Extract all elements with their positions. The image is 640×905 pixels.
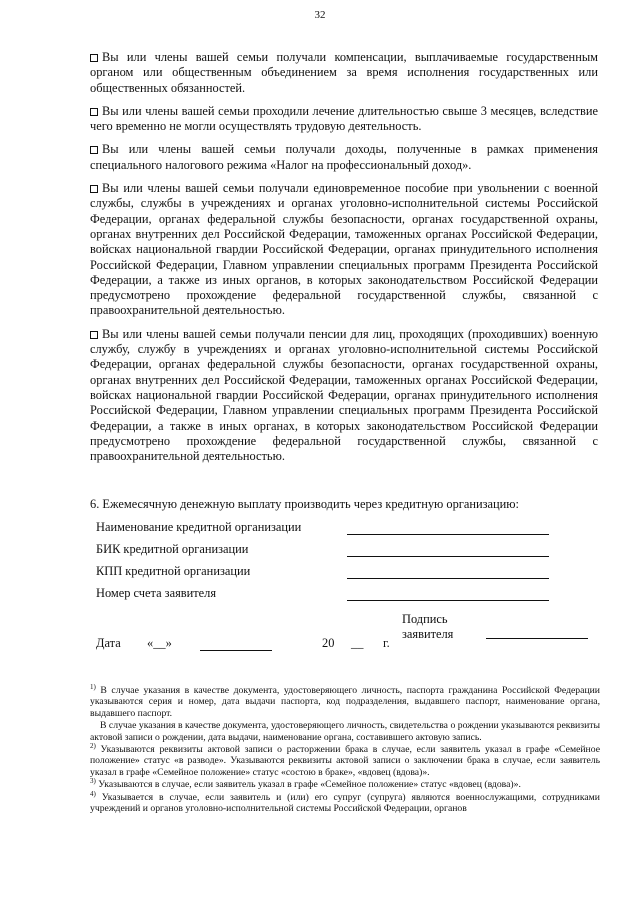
footnote: $^{2)}$ Указываются реквизиты актовой записи о расторжении брака в случае, если заявитель указал в графе «Семейное положение» статус «в разводе». Указываются реквизиты актовой записи о заключении брака в случае, если заявитель указал в графе «Семейное положение» статус «состою в браке», «вдовец (вдова)». — [90, 741, 600, 778]
signature-label-line1: Подпись — [402, 612, 448, 626]
checkbox-paragraph: Вы или члены вашей семьи получали доходы, полученные в рамках применения специального налогового режима «Налог на профессиональный доход». — [90, 142, 598, 172]
checkbox[interactable] — [90, 108, 98, 116]
date-day-field[interactable]: «__» — [147, 636, 172, 650]
checkbox-paragraph: Вы или члены вашей семьи получали пенсии для лиц, проходящих (проходивших) военную службу, службу в учреждениях и органах уголовно-исполнительной системы Российской Федерации, органах федеральной службы безопасности, органах государственной охраны, органах внутренних дел Российской Федерации, таможенных органах Российской Федерации, войсках национальной гвардии Российской Федерации, органах принудительного исполнения Российской Федерации, Главном управлении специальных программ Президента Российской Федерации, а также в иных органах, в которых законодательством Российской Федерации предусмотрено прохождение федеральной государственной службы, связанной с правоохранительной деятельностью. — [90, 326, 598, 464]
field-label-kpp: КПП кредитной организации — [96, 564, 251, 578]
field-input-kpp[interactable] — [347, 578, 549, 579]
checkbox-paragraph: Вы или члены вашей семьи получали компенсации, выплачиваемые государственным органом или общественным объединением за время исполнения государственных или общественных обязанностей. — [90, 50, 598, 95]
footnote: $^{4)}$ Указывается в случае, если заявитель и (или) его супруг (супруга) являются военнослужащими, сотрудниками учреждений и органов уголовно-исполнительной системы Российской Федерации, органов — [90, 789, 600, 815]
footnotes — [90, 682, 600, 815]
field-input-bik[interactable] — [347, 556, 549, 557]
date-month-line[interactable] — [200, 650, 272, 651]
checkbox-paragraph: Вы или члены вашей семьи проходили лечение длительностью свыше 3 месяцев, вследствие чего временно не могли осуществлять трудовую деятельность. — [90, 103, 598, 134]
field-label-account: Номер счета заявителя — [96, 586, 217, 600]
page-number: 32 — [314, 9, 326, 21]
checkbox[interactable] — [90, 185, 98, 193]
date-label: Дата — [96, 636, 121, 650]
field-input-account[interactable] — [347, 600, 549, 601]
date-year-blank[interactable]: __ — [351, 636, 364, 650]
date-year-suffix: г. — [383, 636, 390, 650]
field-label-bank-name: Наименование кредитной организации — [96, 520, 302, 534]
section-6-title: 6. Ежемесячную денежную выплату производить через кредитную организацию: — [90, 497, 519, 511]
checkbox[interactable] — [90, 331, 98, 339]
signature-label-line2: заявителя — [402, 627, 454, 641]
checkbox[interactable] — [90, 146, 98, 154]
field-label-bik: БИК кредитной организации — [96, 542, 249, 556]
checkbox-section — [90, 50, 598, 472]
field-input-bank-name[interactable] — [347, 534, 549, 535]
signature-line[interactable] — [486, 638, 588, 639]
footnote: $^{3)}$ Указываются в случае, если заявитель указал в графе «Семейное положение» статус «вдовец (вдова)». — [90, 777, 521, 791]
footnote: $^{1)}$ В случае указания в качестве документа, удостоверяющего личность, паспорта гражданина Российской Федерации указываются серия и номер, дата выдачи паспорта, код подразделения, выдавшего паспорт, наименование органа, выдавшего паспорт. — [90, 682, 600, 719]
checkbox-paragraph: Вы или члены вашей семьи получали единовременное пособие при увольнении с военной службы, службы в учреждениях и органах уголовно-исполнительной системы Российской Федерации, органах федеральной службы безопасности, органах государственной охраны, органах внутренних дел Российской Федерации, таможенных органах Российской Федерации, войсках национальной гвардии Российской Федерации, органах принудительного исполнения Российской Федерации, Главном управлении специальных программ Президента Российской Федерации, а также из иных органов, в которых законодательством Российской Федерации предусмотрено прохождение федеральной государственной службы, связанной с правоохранительной деятельностью. — [90, 181, 598, 318]
date-year-prefix: 20 — [322, 636, 335, 650]
checkbox[interactable] — [90, 54, 98, 62]
footnote: В случае указания в качестве документа, удостоверяющего личность, свидетельства о рождении указываются реквизиты актовой записи о рождении, дата выдачи, наименование органа, составившего актовую запись. — [90, 720, 600, 743]
